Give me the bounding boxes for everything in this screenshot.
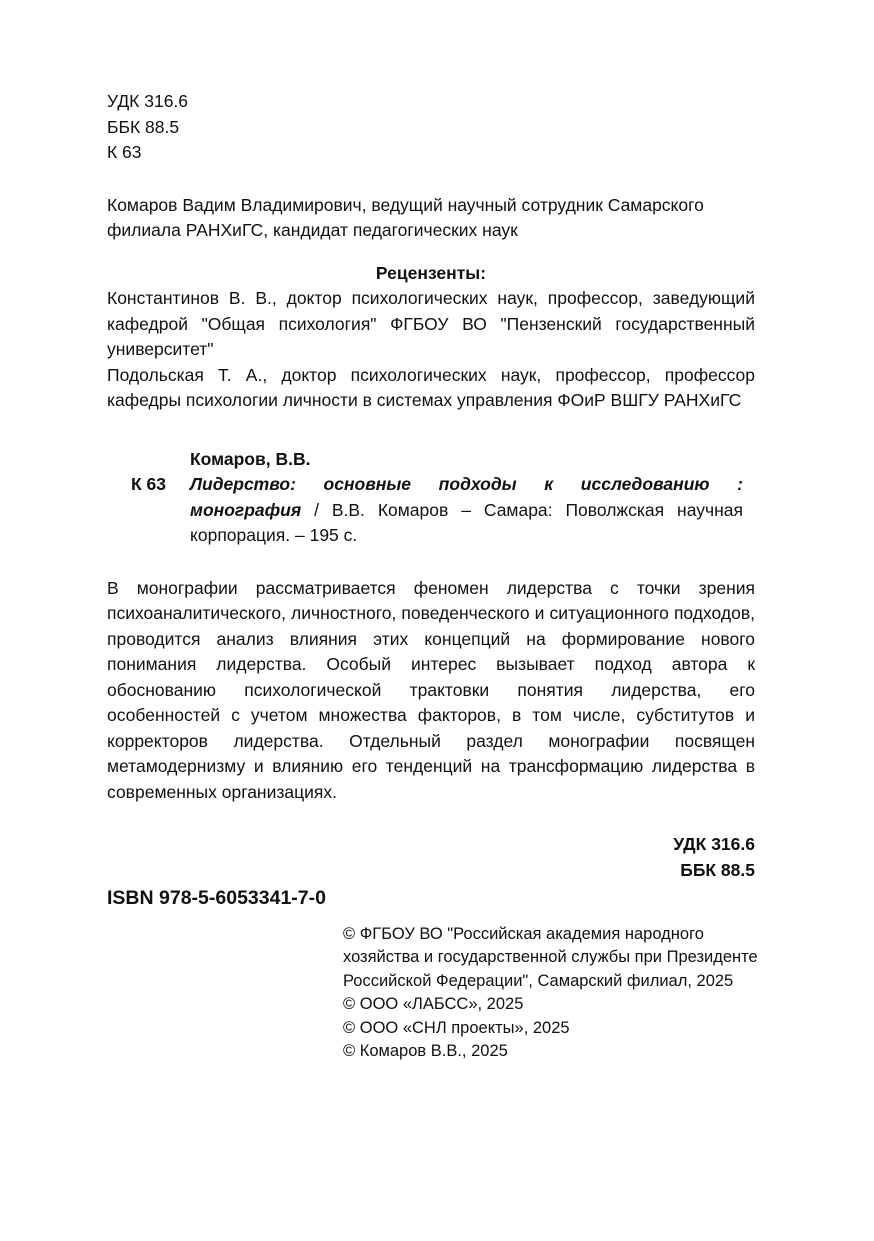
book-title: Лидерство: основные подходы к исследованию : монография xyxy=(190,474,743,520)
isbn: ISBN 978-5-6053341-7-0 xyxy=(107,887,326,909)
reviewer-2: Подольская Т. А., доктор психологических наук, профессор, профессор кафедры психологии личности в системах управления ФОиР ВШГУ РАНХиГС xyxy=(107,364,755,410)
document-page xyxy=(107,89,758,1064)
copyright-line: © ФГБОУ ВО "Российская академия народного хозяйства и государственной службы при Президенте Российской Федерации", Самарский филиал, 2025 xyxy=(343,924,758,990)
author-info: Комаров Вадим Владимирович, ведущий научный сотрудник Самарского филиала РАНХиГС, кандидат педагогических наук xyxy=(107,194,704,240)
copyright-line: © Комаров В.В., 2025 xyxy=(343,1042,508,1060)
bottom-codes xyxy=(107,832,755,883)
bbk-code: ББК 88.5 xyxy=(107,116,180,137)
reviewers-title: Рецензенты: xyxy=(375,262,487,283)
card-author: Комаров, В.В. xyxy=(190,448,311,469)
author-mark: К 63 xyxy=(107,142,142,162)
reviewer-1: Константинов В. В., доктор психологических наук, профессор, заведующий кафедрой "Общая психология" ФГБОУ ВО "Пензенский государственный университет" xyxy=(107,288,755,359)
copyright-block xyxy=(343,923,763,1064)
copyright-line: © ООО «ЛАБСС», 2025 xyxy=(343,995,524,1013)
classification-codes xyxy=(107,89,755,166)
catalog-card xyxy=(107,447,755,549)
card-code: К 63 xyxy=(130,474,166,494)
card-body xyxy=(190,447,743,549)
copyright-line: © ООО «СНЛ проекты», 2025 xyxy=(343,1018,570,1037)
udk-code: УДК 316.6 xyxy=(107,91,189,111)
bottom-udk-code: УДК 316.6 xyxy=(673,834,755,854)
bottom-bbk-code: ББК 88.5 xyxy=(680,859,755,880)
book-imprint: / В.В. Комаров – Самара: Поволжская научная корпорация. – 195 с. xyxy=(190,499,743,545)
card-description xyxy=(190,472,743,549)
annotation: В монографии рассматривается феномен лидерства с точки зрения психоаналитического, личностного, поведенческого и ситуационного подходов, проводится анализ влияния этих концепций на формирование нового понимания лидерства. Особый интерес вызывает подход автора к обоснованию психологической трактовки понятия лидерства, его особенностей с учетом множества факторов, в том числе, субститутов и корректоров лидерства. Отдельный раздел монографии посвящен метамодернизму и влиянию его тенденций на трансформацию лидерства в современных организациях. xyxy=(107,577,755,802)
